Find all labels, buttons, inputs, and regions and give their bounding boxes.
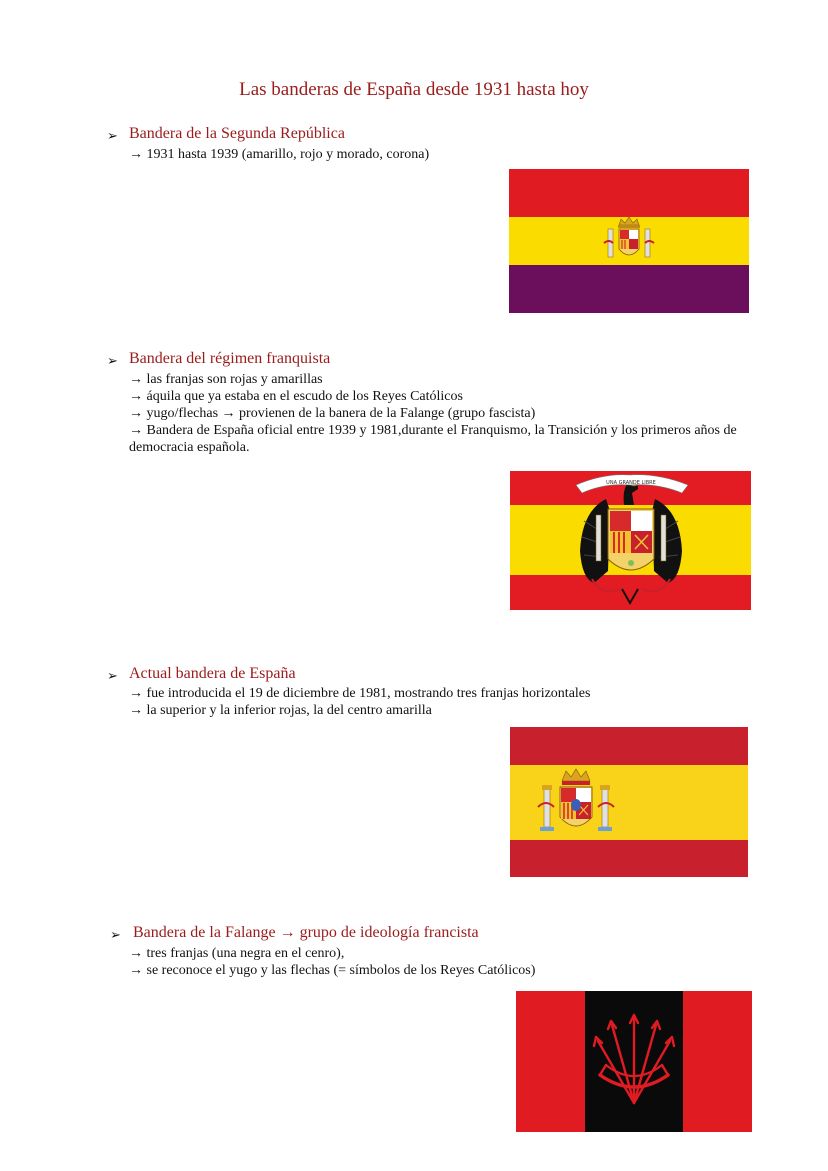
bullet-icon: ➢: [107, 353, 118, 368]
section-line: → Bandera de España oficial entre 1939 y 1981,durante el Franquismo, la Transición y los primeros años de democracia española.: [129, 423, 737, 455]
flag-segunda-republica: [509, 169, 749, 313]
section-line: → las franjas son rojas y amarillas: [129, 372, 323, 387]
section-line: → se reconoce el yugo y las flechas (= símbolos de los Reyes Católicos): [129, 963, 536, 978]
flag-motto: UNA GRANDE LIBRE: [606, 480, 656, 486]
section-line: → 1931 hasta 1939 (amarillo, rojo y morado, corona): [129, 147, 430, 162]
flag-stripe-bottom: [510, 840, 748, 877]
flag-stripe-bottom: [509, 265, 749, 313]
page-title: Las banderas de España desde 1931 hasta hoy: [239, 79, 589, 100]
flag-actual-espana: [510, 727, 748, 877]
flag-stripe-top: [509, 169, 749, 217]
section-line: → fue introducida el 19 de diciembre de 1981, mostrando tres franjas horizontales: [129, 686, 591, 701]
section-heading: Bandera del régimen franquista: [129, 350, 331, 367]
bullet-icon: ➢: [110, 927, 121, 942]
section-heading: Bandera de la Segunda República: [129, 125, 345, 142]
flag-falange: [516, 991, 752, 1132]
section-line: → áquila que ya estaba en el escudo de los Reyes Católicos: [129, 389, 463, 404]
section-heading: Actual bandera de España: [129, 665, 296, 682]
bullet-icon: ➢: [107, 128, 118, 143]
section-line: → yugo/flechas → provienen de la banera de la Falange (grupo fascista): [129, 406, 536, 421]
section-line: → la superior y la inferior rojas, la del centro amarilla: [129, 703, 432, 718]
section-line: → tres franjas (una negra en el cenro),: [129, 946, 345, 961]
section-heading: Bandera de la Falange → grupo de ideología francista: [133, 924, 479, 941]
flag-stripe-right: [683, 991, 752, 1132]
flag-stripe-bottom: [510, 575, 751, 610]
flag-stripe-top: [510, 727, 748, 765]
bullet-icon: ➢: [107, 668, 118, 683]
flag-stripe-left: [516, 991, 585, 1132]
flag-regimen-franquista: [510, 471, 751, 610]
